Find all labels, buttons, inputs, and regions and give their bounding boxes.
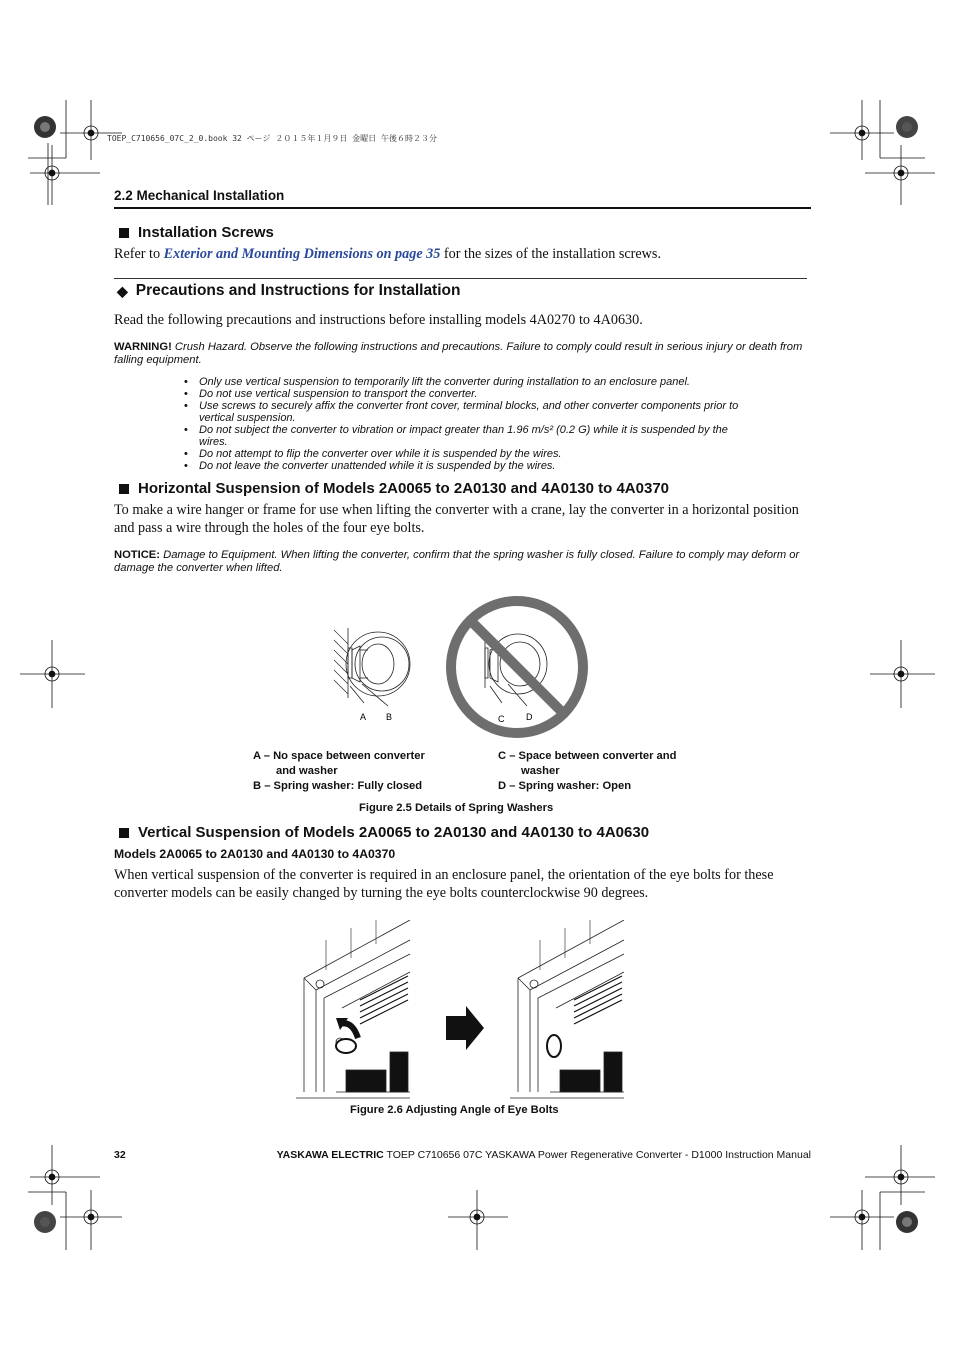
legend-a: A – No space between converter xyxy=(253,750,425,762)
eye-bolt-icon xyxy=(336,1018,358,1053)
warning-label: WARNING! xyxy=(114,341,172,353)
list-item: • Do not subject the converter to vibration or impact greater than 1.96 m/s² (0.2 G) while it is suspended by the wires. xyxy=(184,424,744,448)
precautions-intro: Read the following precautions and instructions before installing models 4A0270 to 4A0630. xyxy=(114,312,643,328)
diamond-bullet-icon: ◆ xyxy=(117,282,128,299)
square-bullet-icon xyxy=(119,828,129,838)
notice-label: NOTICE: xyxy=(114,549,160,561)
arrow-right-icon xyxy=(446,1006,484,1050)
warning-text: Crush Hazard. Observe the following instructions and precautions. Failure to comply could result in serious injury or death from falling equipment. xyxy=(114,341,803,366)
warning-block xyxy=(114,341,814,366)
legend-a-cont: and washer xyxy=(276,765,338,777)
page-number: 32 xyxy=(114,1149,126,1161)
legend-c: C – Space between converter and xyxy=(498,750,677,762)
divider xyxy=(114,278,807,279)
dimensions-link[interactable]: Exterior and Mounting Dimensions on page 35 xyxy=(163,246,441,262)
installation-screws-heading: Installation Screws xyxy=(119,224,274,241)
square-bullet-icon xyxy=(119,228,129,238)
list-item: • Use screws to securely affix the converter front cover, terminal blocks, and other converter components prior to vertical suspension. xyxy=(184,400,739,424)
vertical-suspension-text: When vertical suspension of the converter is required in an enclosure panel, the orientation of the eye bolts for these converter models can be easily changed by turning the eye bolts counterclockwise 90 degrees. xyxy=(114,867,774,901)
vertical-suspension-heading: Vertical Suspension of Models 2A0065 to 2A0130 and 4A0130 to 4A0630 xyxy=(119,824,649,841)
spring-washer-illustration xyxy=(320,588,600,738)
label-a: A xyxy=(360,712,367,722)
list-item: • Do not leave the converter unattended while it is suspended by the wires. xyxy=(184,460,744,472)
figure-2-6-caption: Figure 2.6 Adjusting Angle of Eye Bolts xyxy=(350,1104,559,1116)
list-item: • Do not attempt to flip the converter over while it is suspended by the wires. xyxy=(184,448,744,460)
figure-2-5-caption: Figure 2.5 Details of Spring Washers xyxy=(359,802,554,814)
notice-block xyxy=(114,549,804,574)
footer-brand: YASKAWA ELECTRIC xyxy=(276,1149,384,1161)
horizontal-suspension-text: To make a wire hanger or frame for use when lifting the converter with a crane, lay the converter in a horizontal position and pass a wire through the holes of the four eye bolts. xyxy=(114,502,799,536)
list-item: • Only use vertical suspension to temporarily lift the converter during installation to an enclosure panel. xyxy=(184,376,744,388)
square-bullet-icon xyxy=(119,484,129,494)
eye-bolt-illustration xyxy=(296,920,632,1102)
label-c: C xyxy=(498,714,505,724)
vertical-subheading: Models 2A0065 to 2A0130 and 4A0130 to 4A0370 xyxy=(114,847,396,861)
legend-c-cont: washer xyxy=(521,765,560,777)
horizontal-suspension-heading: Horizontal Suspension of Models 2A0065 to 2A0130 and 4A0130 to 4A0370 xyxy=(119,480,669,497)
label-b: B xyxy=(386,712,393,722)
section-title: 2.2 Mechanical Installation xyxy=(114,188,285,203)
legend-d: D – Spring washer: Open xyxy=(498,780,632,792)
legend-b: B – Spring washer: Fully closed xyxy=(253,780,423,792)
installation-screws-text: Refer to Exterior and Mounting Dimensions on page 35 for the sizes of the installation screws. xyxy=(114,246,661,262)
file-header: TOEP_C710656_07C_2_0.book 32 ページ ２０１５年１月９日 金曜日 午後６時２３分 xyxy=(107,134,437,143)
notice-text: Damage to Equipment. When lifting the converter, confirm that the spring washer is fully closed. Failure to comply may deform or damage the converter when lifted. xyxy=(114,549,800,574)
list-item: • Do not use vertical suspension to transport the converter. xyxy=(184,388,744,400)
precautions-heading: ◆ Precautions and Instructions for Installation xyxy=(117,282,461,299)
section-rule xyxy=(114,207,811,209)
footer-text: YASKAWA ELECTRIC TOEP C710656 07C YASKAWA Power Regenerative Converter - D1000 Instruction Manual xyxy=(276,1149,811,1161)
label-d: D xyxy=(526,712,533,722)
precaution-list xyxy=(184,376,744,472)
